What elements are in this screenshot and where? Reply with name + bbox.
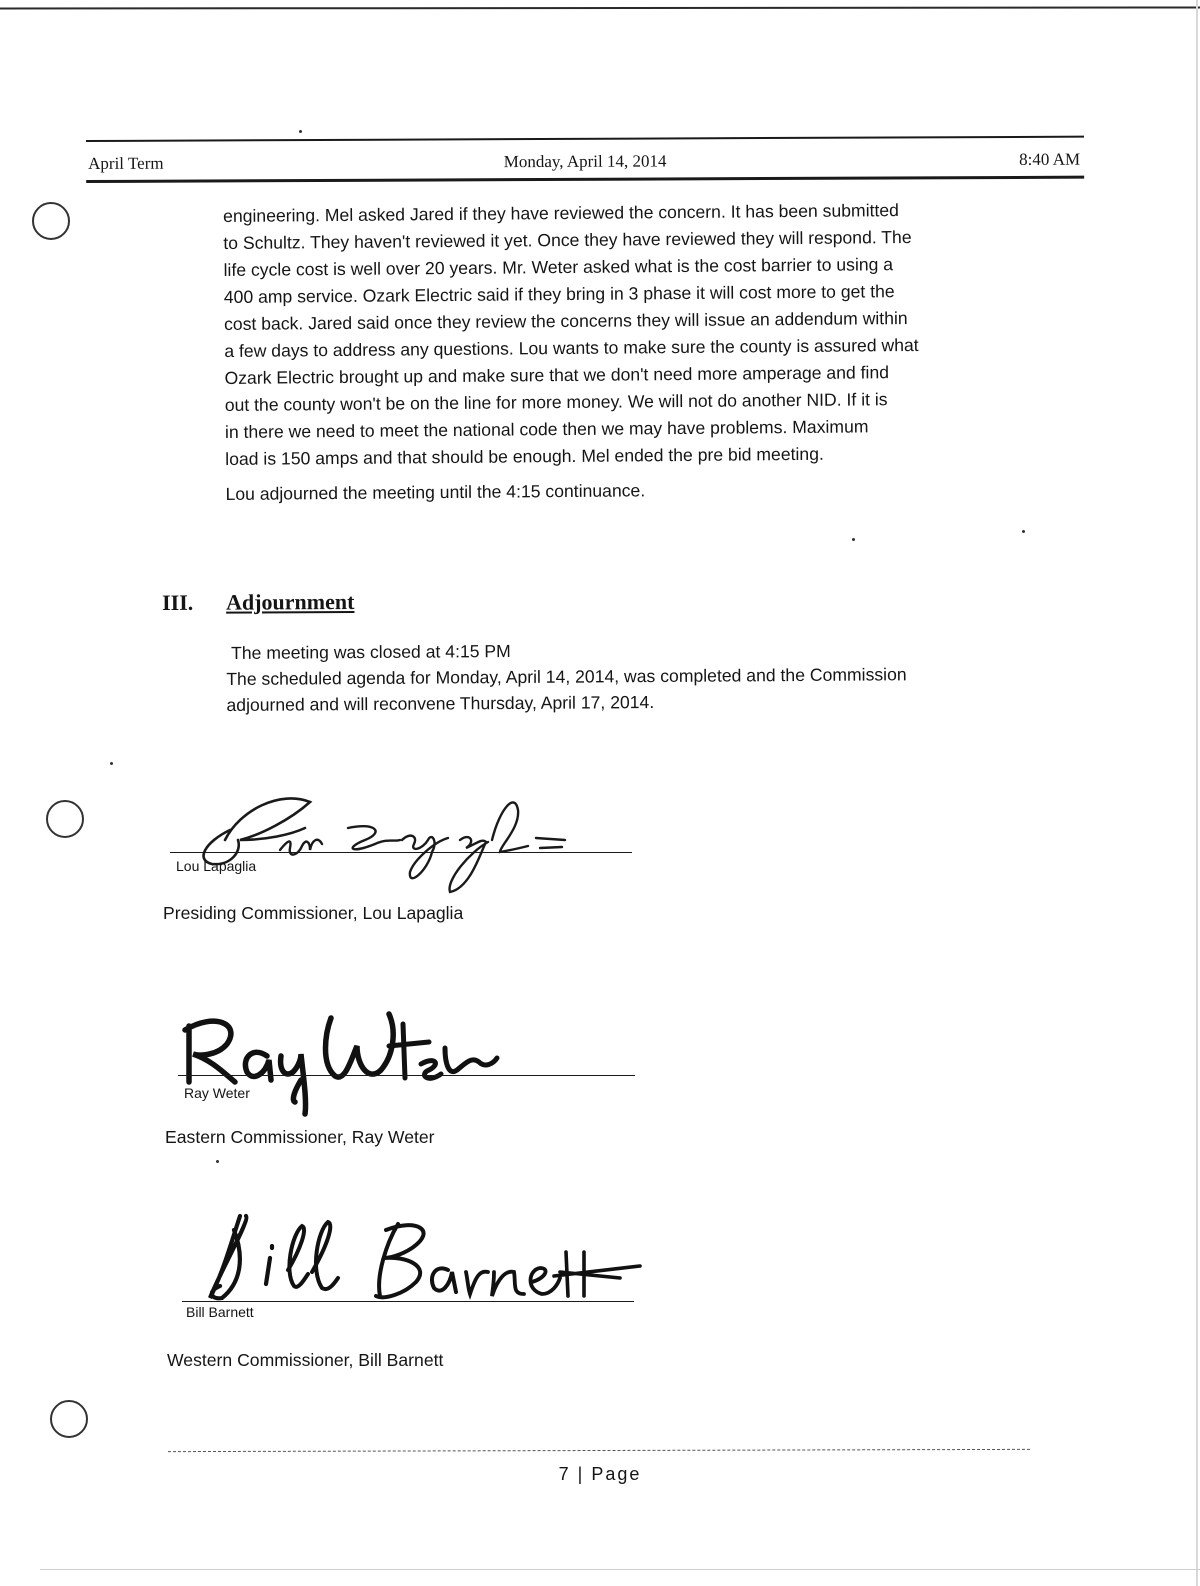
header-term: April Term <box>88 153 164 173</box>
section-number: III. <box>162 589 194 615</box>
text-line: life cycle cost is well over 20 years. Mr. Weter asked what is the cost barrier to using a <box>223 254 894 280</box>
header-rule-bottom <box>86 176 1084 183</box>
signature-bill-barnett <box>180 1200 640 1315</box>
text-line: Ozark Electric brought up and make sure that we don't need more amperage and find <box>224 362 890 388</box>
scan-speck <box>216 1160 219 1163</box>
text-line: engineering. Mel asked Jared if they have reviewed the concern. It has been submitted <box>223 200 899 226</box>
closing-line: adjourned and will reconvene Thursday, April 17, 2014. <box>226 692 655 715</box>
punch-hole-icon <box>46 800 84 838</box>
scan-edge-right <box>1196 0 1198 1586</box>
scan-speck <box>299 130 302 133</box>
punch-hole-icon <box>50 1400 88 1438</box>
punch-hole-icon <box>32 202 70 240</box>
page-header <box>86 136 1084 186</box>
closing-line: The meeting was closed at 4:15 PM <box>231 641 511 663</box>
scan-speck <box>1022 530 1025 533</box>
scan-edge-top <box>0 6 1200 9</box>
signature-printed-name: Ray Weter <box>184 1085 250 1101</box>
text-line: in there we need to meet the national code then we may have problems. Maximum <box>224 416 869 442</box>
minutes-body <box>223 196 1026 508</box>
signature-line <box>170 852 632 853</box>
page-number: 7 | Page <box>558 1464 642 1484</box>
footer-rule <box>168 1449 1030 1452</box>
text-line: 400 amp service. Ozark Electric said if they bring in 3 phase it will cost more to get the <box>223 281 895 307</box>
adjournment-text <box>226 634 1027 718</box>
signature-line <box>182 1301 634 1302</box>
signature-printed-name: Lou Lapaglia <box>176 858 257 874</box>
signature-printed-name: Bill Barnett <box>186 1304 254 1320</box>
header-date: Monday, April 14, 2014 <box>503 151 667 172</box>
scan-speck <box>852 538 855 541</box>
closing-line: The scheduled agenda for Monday, April 14, 2014, was completed and the Commission <box>226 664 907 689</box>
signature-line <box>178 1075 635 1076</box>
text-line: out the county won't be on the line for more money. We will not do another NID. If it is <box>224 389 888 415</box>
scan-speck <box>110 762 113 765</box>
signatory-title: Presiding Commissioner, Lou Lapaglia <box>163 903 464 923</box>
section-heading <box>162 589 354 616</box>
signatory-title: Eastern Commissioner, Ray Weter <box>165 1127 435 1147</box>
adjourned-note: Lou adjourned the meeting until the 4:15 continuance. <box>225 480 646 504</box>
signatory-title: Western Commissioner, Bill Barnett <box>167 1350 444 1370</box>
minutes-paragraph <box>223 196 1025 473</box>
text-line: cost back. Jared said once they review the concerns they will issue an addendum within <box>223 308 908 334</box>
text-line: a few days to address any questions. Lou wants to make sure the county is assured what <box>224 334 919 361</box>
section-title: Adjournment <box>225 588 355 615</box>
header-time: 8:40 AM <box>1019 149 1081 169</box>
header-rule-top <box>86 136 1084 142</box>
scan-edge-bottom <box>40 1569 1200 1570</box>
signature-lou-lapaglia <box>170 780 630 900</box>
text-line: load is 150 amps and that should be enough. Mel ended the pre bid meeting. <box>225 443 824 469</box>
text-line: to Schultz. They haven't reviewed it yet. Once they have reviewed they will respond. The <box>223 226 912 253</box>
